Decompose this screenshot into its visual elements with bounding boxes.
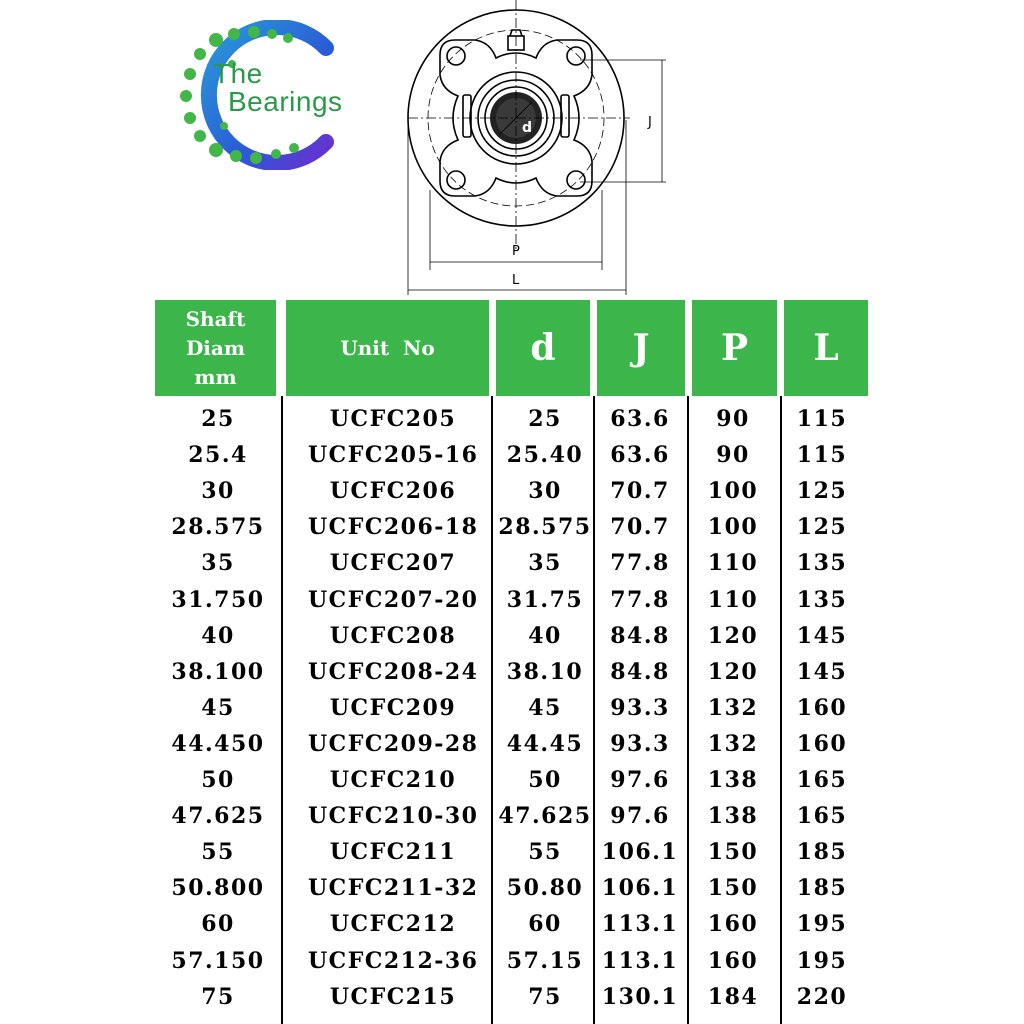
- d-cell: 28.575: [498, 514, 592, 541]
- j-cell: 113.1: [601, 947, 679, 974]
- header-j: J: [597, 300, 685, 396]
- l-cell: 115: [796, 406, 848, 432]
- shaft-diam-cell: 30: [201, 478, 235, 505]
- shaft-diam-cell: 57.150: [171, 947, 265, 974]
- p-cell: 120: [707, 658, 759, 685]
- d-cell: 47.625: [498, 803, 592, 830]
- shaft-diam-cell: 28.575: [171, 514, 265, 541]
- d-cell: 38.10: [506, 658, 584, 685]
- l-cell: 195: [796, 911, 848, 938]
- j-cell: 63.6: [610, 406, 670, 432]
- l-cell: 135: [796, 550, 848, 577]
- l-cell: 145: [796, 622, 848, 649]
- unit-no-cell: UCFC209: [329, 694, 457, 721]
- l-cell: 160: [796, 694, 848, 721]
- j-cell: 130.1: [601, 983, 679, 1010]
- p-cell: 160: [707, 911, 759, 938]
- unit-no-cell: UCFC210: [329, 767, 457, 793]
- p-cell: 100: [707, 478, 759, 505]
- d-cell: 40: [528, 622, 562, 649]
- unit-no-cell: UCFC215: [329, 983, 457, 1010]
- d-cell: 25: [528, 406, 562, 432]
- j-cell: 84.8: [610, 658, 670, 685]
- d-cell: 35: [528, 550, 562, 577]
- unit-no-cell: UCFC211: [329, 839, 457, 866]
- j-cell: 77.8: [610, 550, 670, 577]
- l-cell: 115: [796, 442, 848, 469]
- header-p: P: [692, 300, 777, 396]
- l-cell: 135: [796, 586, 848, 613]
- shaft-diam-cell: 45: [201, 694, 235, 721]
- unit-no-cell: UCFC205-16: [308, 442, 479, 469]
- shaft-diam-cell: 60: [201, 911, 235, 938]
- shaft-diam-cell: 44.450: [171, 730, 265, 757]
- p-cell: 150: [707, 875, 759, 902]
- shaft-diam-cell: 38.100: [171, 658, 265, 685]
- d-cell: 50.80: [506, 875, 584, 902]
- l-cell: 165: [796, 803, 848, 830]
- j-cell: 63.6: [610, 442, 670, 469]
- p-cell: 132: [707, 730, 759, 757]
- shaft-diam-cell: 75: [201, 983, 235, 1010]
- j-cell: 84.8: [610, 622, 670, 649]
- p-cell: 150: [707, 839, 759, 866]
- shaft-diam-cell: 47.625: [171, 803, 265, 830]
- unit-no-cell: UCFC211-32: [308, 875, 479, 902]
- p-cell: 100: [707, 514, 759, 541]
- d-cell: 45: [528, 694, 562, 721]
- l-cell: 125: [796, 478, 848, 505]
- l-cell: 220: [796, 983, 848, 1010]
- l-cell: 160: [796, 730, 848, 757]
- logo-text-the: The: [213, 58, 263, 89]
- p-cell: 132: [707, 694, 759, 721]
- bearing-unit-drawing: [400, 0, 680, 300]
- header-shaft-diam: Shaft Diam mm: [155, 300, 276, 396]
- j-cell: 93.3: [610, 730, 670, 757]
- header-l: L: [784, 300, 868, 396]
- p-cell: 184: [707, 983, 759, 1010]
- d-cell: 31.75: [506, 586, 584, 613]
- header-d: d: [496, 300, 590, 396]
- j-cell: 106.1: [601, 839, 679, 866]
- j-dimension-label: J: [648, 115, 652, 130]
- logo-text-bearings: Bearings: [228, 86, 343, 117]
- d-label: d: [522, 120, 533, 136]
- d-cell: 75: [528, 983, 562, 1010]
- p-cell: 90: [716, 406, 750, 432]
- j-cell: 70.7: [610, 478, 670, 505]
- d-cell: 30: [528, 478, 562, 505]
- j-cell: 113.1: [601, 911, 679, 938]
- j-cell: 97.6: [610, 803, 670, 830]
- l-cell: 185: [796, 839, 848, 866]
- d-cell: 50: [528, 767, 562, 793]
- l-dimension-label: L: [512, 273, 520, 288]
- l-cell: 185: [796, 875, 848, 902]
- unit-no-cell: UCFC208: [329, 622, 457, 649]
- unit-no-cell: UCFC207: [329, 550, 457, 577]
- shaft-diam-cell: 50: [201, 767, 235, 793]
- unit-no-cell: UCFC205: [329, 406, 457, 432]
- shaft-diam-cell: 40: [201, 622, 235, 649]
- p-dimension-label: P: [512, 244, 520, 259]
- p-cell: 160: [707, 947, 759, 974]
- unit-no-cell: UCFC209-28: [308, 730, 479, 757]
- unit-no-cell: UCFC207-20: [308, 586, 479, 613]
- j-cell: 77.8: [610, 586, 670, 613]
- j-cell: 93.3: [610, 694, 670, 721]
- shaft-diam-cell: 25: [201, 406, 235, 432]
- unit-no-cell: UCFC206: [329, 478, 457, 505]
- shaft-diam-cell: 35: [201, 550, 235, 577]
- p-cell: 120: [707, 622, 759, 649]
- p-cell: 90: [716, 442, 750, 469]
- d-cell: 25.40: [506, 442, 584, 469]
- unit-no-cell: UCFC212-36: [308, 947, 479, 974]
- j-cell: 97.6: [610, 767, 670, 793]
- d-cell: 60: [528, 911, 562, 938]
- shaft-diam-cell: 25.4: [188, 442, 248, 469]
- p-cell: 138: [707, 767, 759, 793]
- l-cell: 125: [796, 514, 848, 541]
- shaft-diam-cell: 31.750: [171, 586, 265, 613]
- shaft-diam-cell: 55: [201, 839, 235, 866]
- d-cell: 55: [528, 839, 562, 866]
- unit-no-cell: UCFC208-24: [308, 658, 479, 685]
- j-cell: 70.7: [610, 514, 670, 541]
- j-cell: 106.1: [601, 875, 679, 902]
- unit-no-cell: UCFC206-18: [308, 514, 479, 541]
- l-cell: 195: [796, 947, 848, 974]
- unit-no-cell: UCFC210-30: [308, 803, 479, 830]
- p-cell: 138: [707, 803, 759, 830]
- shaft-diam-cell: 50.800: [171, 875, 265, 902]
- header-unit-no: Unit No: [286, 300, 489, 396]
- l-cell: 165: [796, 767, 848, 793]
- d-cell: 57.15: [506, 947, 584, 974]
- unit-no-cell: UCFC212: [329, 911, 457, 938]
- p-cell: 110: [707, 550, 759, 577]
- d-cell: 44.45: [506, 730, 584, 757]
- l-cell: 145: [796, 658, 848, 685]
- p-cell: 110: [707, 586, 759, 613]
